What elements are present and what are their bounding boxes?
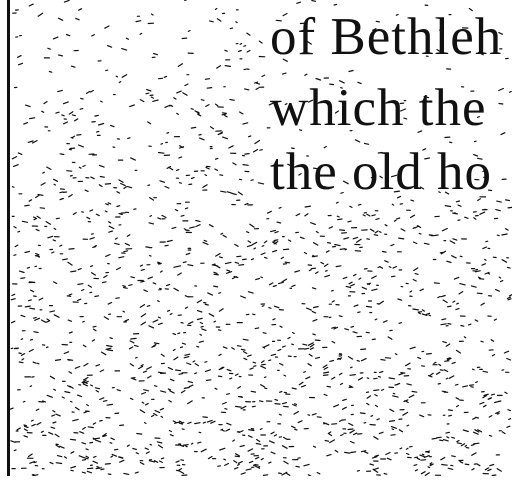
left-border-rule bbox=[7, 0, 10, 476]
bottom-margin bbox=[0, 476, 512, 499]
text-line-2: which the bbox=[270, 79, 487, 137]
speckle-marks bbox=[10, 0, 512, 477]
text-line-3: the old ho bbox=[270, 143, 492, 201]
text-line-1: of Bethleh bbox=[270, 8, 503, 66]
